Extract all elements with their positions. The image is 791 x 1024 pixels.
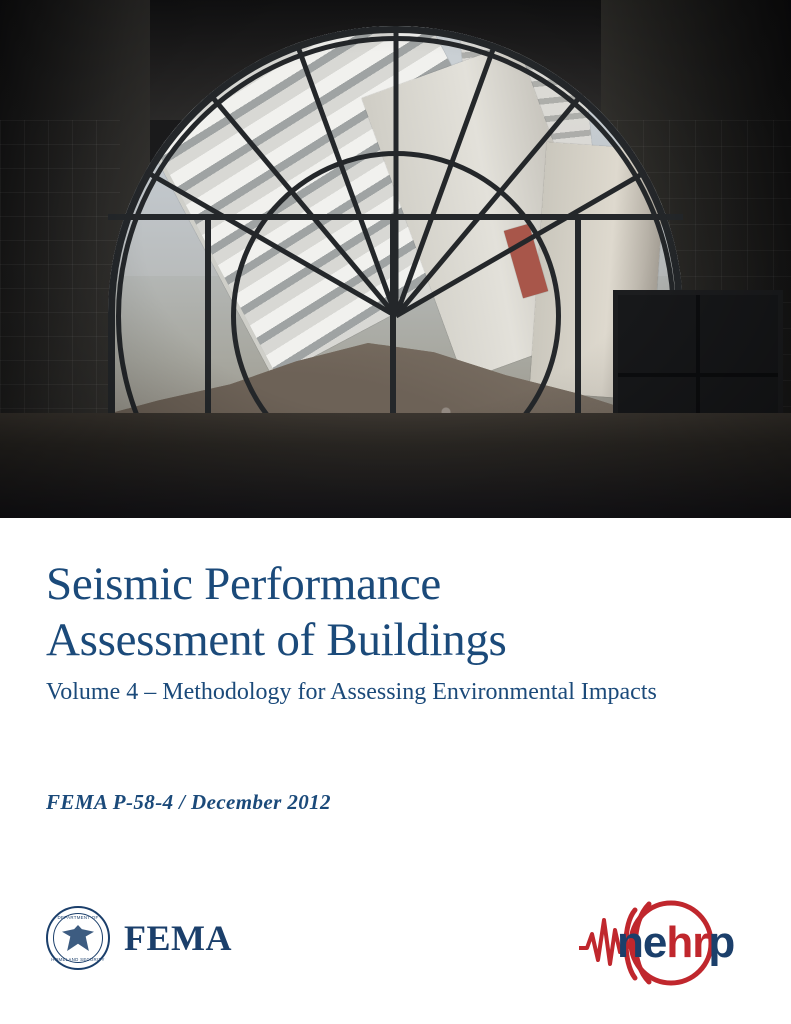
fema-seal-top-text: DEPARTMENT OF xyxy=(57,915,99,920)
nehrp-logo xyxy=(579,900,759,986)
window-pane xyxy=(700,295,778,373)
fema-seal-bottom-text: HOMELAND SECURITY xyxy=(51,957,105,962)
page-title-line-2: Assessment of Buildings xyxy=(46,614,507,666)
document-identifier: FEMA P-58-4 / December 2012 xyxy=(46,790,331,814)
nehrp-wordmark-ne: ne xyxy=(617,918,667,967)
fema-wordmark: FEMA xyxy=(124,918,232,958)
page-title xyxy=(46,556,746,668)
cover-text-block xyxy=(0,518,791,1024)
nehrp-wordmark-p: p xyxy=(708,918,735,967)
page-subtitle: Volume 4 – Methodology for Assessing Environmental Impacts xyxy=(46,679,657,705)
photo-floor xyxy=(0,413,791,518)
fema-seal-icon xyxy=(46,906,110,970)
nehrp-wordmark-hr: hr xyxy=(666,918,709,967)
fema-logo xyxy=(46,906,232,970)
nehrp-wordmark xyxy=(617,918,734,968)
page-title-line-1: Seismic Performance xyxy=(46,558,441,610)
window-pane xyxy=(618,295,696,373)
